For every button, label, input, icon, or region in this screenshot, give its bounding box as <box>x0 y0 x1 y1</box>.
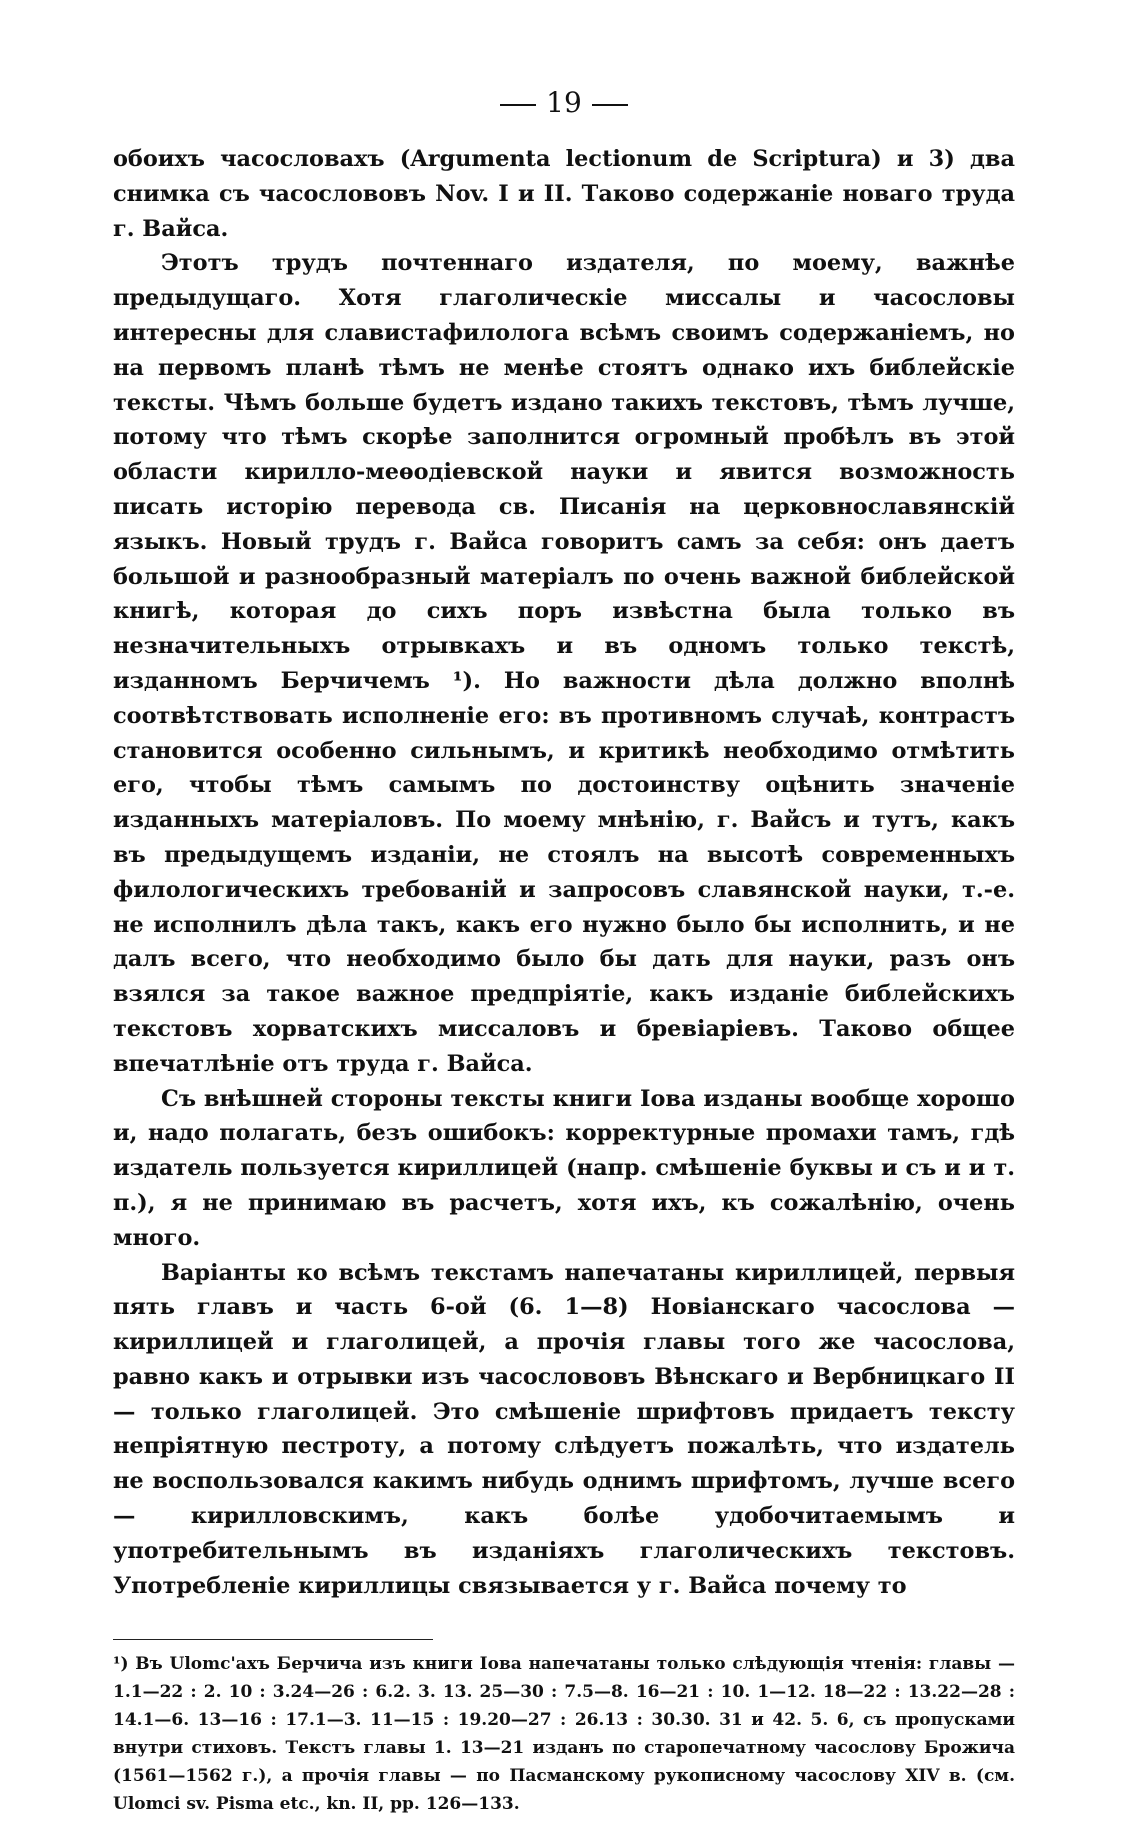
paragraph-1: обоихъ часословахъ (Argumenta lectionum de Scriptura) и 3) два снимка съ часослововъ Nov. I и II. Таково содержаніе новаго труда г. Вайса. <box>113 146 1015 242</box>
page-number-dash-left <box>500 104 536 106</box>
page-number-dash-right <box>592 104 628 106</box>
page-number-value: 19 <box>546 86 582 119</box>
paragraph-3: Съ внѣшней стороны тексты книги Іова изданы вообще хорошо и, надо полагать, безъ ошибокъ: корректурные промахи тамъ, гдѣ издатель пользуется кириллицей (напр. смѣшеніе буквы и съ и и т. п.), я не принимаю въ расчетъ, хотя ихъ, къ сожалѣнію, очень много. <box>113 1085 1015 1251</box>
page-number <box>113 86 1015 120</box>
footnote-divider <box>113 1639 433 1640</box>
body-text <box>113 142 1015 1603</box>
document-page <box>113 86 1015 1818</box>
paragraph-4: Варіанты ко всѣмъ текстамъ напечатаны кириллицей, первыя пять главъ и часть 6-ой (6. 1—8) Новіанскаго часослова — кириллицей и глаголицей, а прочія главы того же часослова, равно какъ и отрывки изъ часослововъ Вѣнскаго и Вербницкаго II — только глаголицей. Это смѣшеніе шрифтовъ придаетъ тексту непріятную пестроту, а потому слѣдуетъ пожалѣть, что издатель не воспользовался какимъ нибудь однимъ шрифтомъ, лучше всего — кирилловскимъ, какъ болѣе удобочитаемымъ и употребительнымъ въ изданіяхъ глаголическихъ текстовъ. Употребленіе кириллицы связывается у г. Вайса почему то <box>113 1259 1015 1599</box>
paragraph-2: Этотъ трудъ почтеннаго издателя, по моему, важнѣе предыдущаго. Хотя глаголическіе миссалы и часословы интересны для славистафилолога всѣмъ своимъ содержаніемъ, но на первомъ планѣ тѣмъ не менѣе стоятъ однако ихъ библейскіе тексты. Чѣмъ больше будетъ издано такихъ текстовъ, тѣмъ лучше, потому что тѣмъ скорѣе заполнится огромный пробѣлъ въ этой области кирилло-меѳодіевской науки и явится возможность писать исторію перевода св. Писанія на церковнославянскій языкъ. Новый трудъ г. Вайса говоритъ самъ за себя: онъ даетъ большой и разнообразный матеріалъ по очень важной библейской книгѣ, которая до сихъ поръ извѣстна была только въ незначительныхъ отрывкахъ и въ одномъ только текстѣ, изданномъ Берчичемъ ¹). Но важности дѣла должно вполнѣ соотвѣтствовать исполненіе его: въ противномъ случаѣ, контрастъ становится особенно сильнымъ, и критикѣ необходимо отмѣтить его, чтобы тѣмъ самымъ по достоинству оцѣнить значеніе изданныхъ матеріаловъ. По моему мнѣнію, г. Вайсъ и тутъ, какъ въ предыдущемъ изданіи, не стоялъ на высотѣ современныхъ филологическихъ требованій и запросовъ славянской науки, т.-е. не исполнилъ дѣла такъ, какъ его нужно было бы исполнить, и не далъ всего, что необходимо было бы дать для науки, разъ онъ взялся за такое важное предпріятіе, какъ изданіе библейскихъ текстовъ хорватскихъ миссаловъ и бревіаріевъ. Таково общее впечатлѣніе отъ труда г. Вайса. <box>113 250 1015 1077</box>
footnote <box>113 1650 1015 1818</box>
footnote-text: ¹) Въ Ulomc'ахъ Берчича изъ книги Іова напечатаны только слѣдующія чтенія: главы — 1.1—22 : 2. 10 : 3.24—26 : 6.2. 3. 13. 25—30 : 7.5—8. 16—21 : 10. 1—12. 18—22 : 13.22—28 : 14.1—6. 13—16 : 17.1—3. 11—15 : 19.20—27 : 26.13 : 30.30. 31 и 42. 5. 6, съ пропусками внутри стиховъ. Текстъ главы 1. 13—21 изданъ по старопечатному часослову Брожича (1561—1562 г.), а прочія главы — по Пасманскому рукописному часослову XIV в. (см. Ulomci sv. Pisma etc., kn. II, pp. 126—133. <box>113 1654 1015 1815</box>
